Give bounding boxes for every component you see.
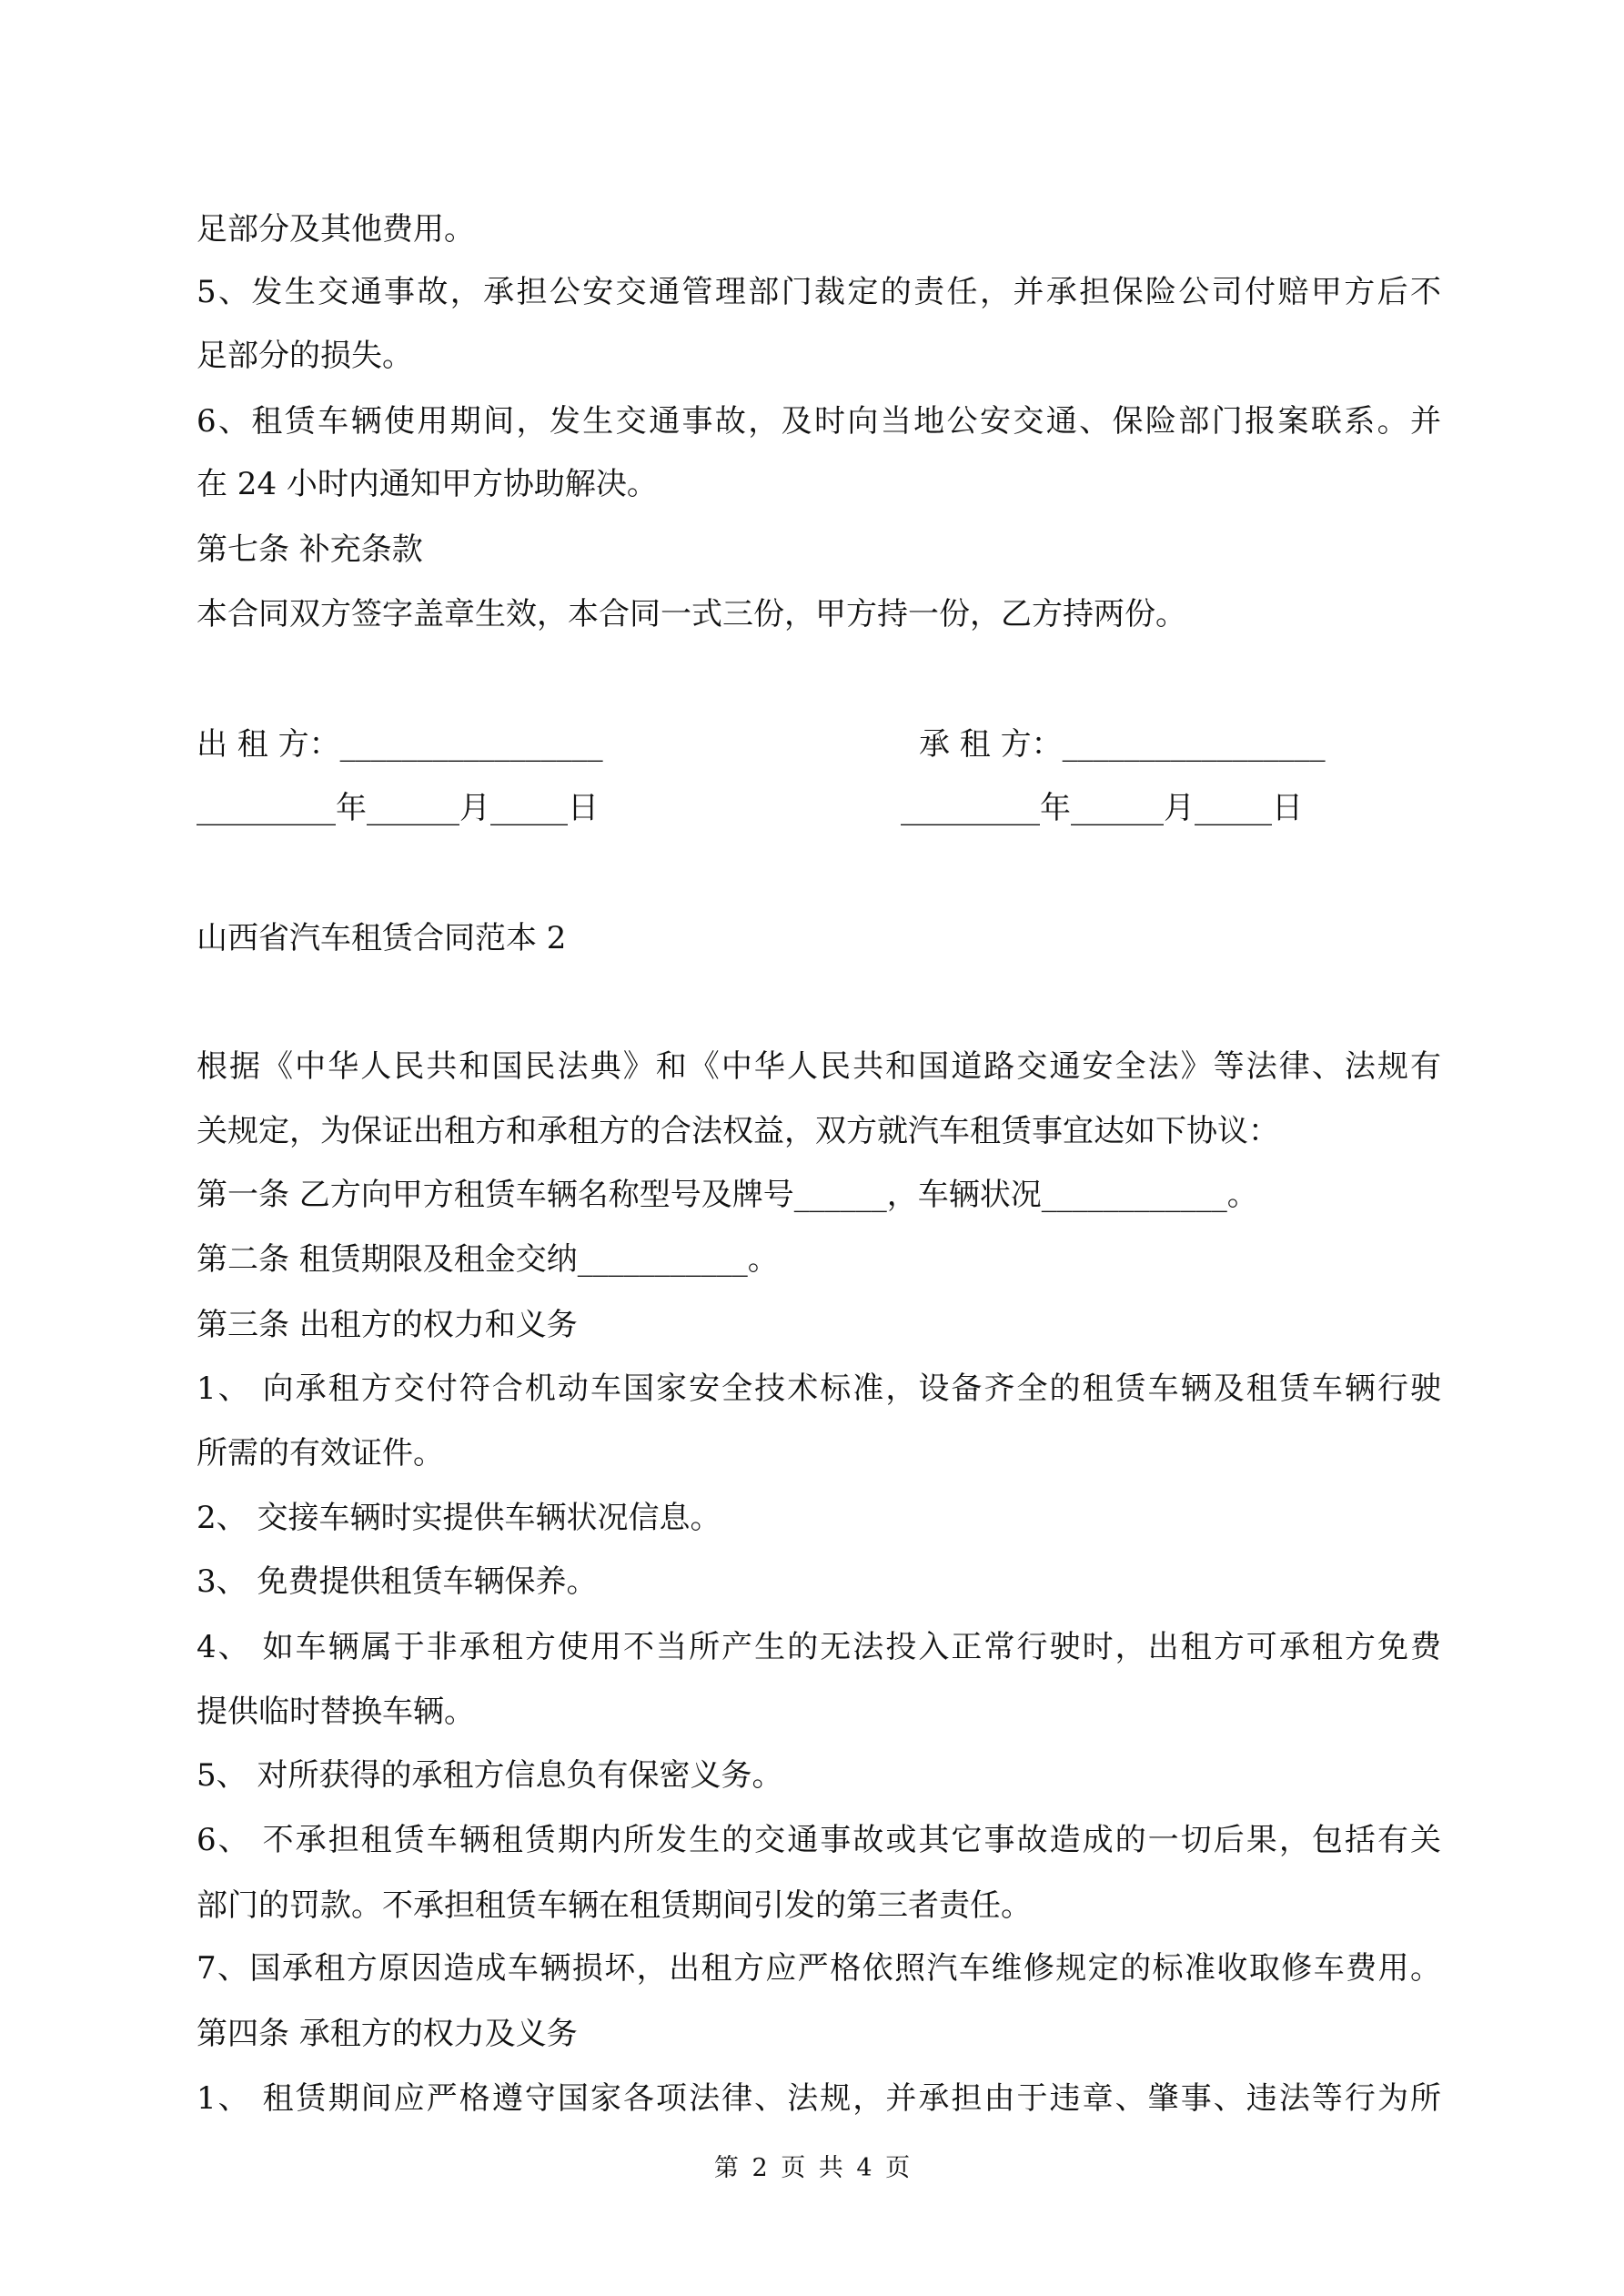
paragraph-line: 足部分及其他费用。 — [197, 211, 475, 248]
lessee-date-field: _________年______月_____日 — [901, 790, 1303, 826]
paragraph-line: 提供临时替换车辆。 — [197, 1694, 475, 1730]
section-title: 山西省汽车租赁合同范本 2 — [197, 920, 567, 956]
paragraph-line: 2、 交接车辆时实提供车辆状况信息。 — [197, 1500, 721, 1536]
paragraph-line: 6、租赁车辆使用期间，发生交通事故，及时向当地公安交通、保险部门报案联系。并 — [197, 403, 1441, 440]
lessee-signature-field: 承 租 方：_________________ — [919, 726, 1326, 763]
paragraph-line: 所需的有效证件。 — [197, 1435, 444, 1472]
paragraph-line: 第三条 出租方的权力和义务 — [197, 1307, 578, 1343]
paragraph-line: 第四条 承租方的权力及义务 — [197, 2016, 578, 2052]
paragraph-line: 5、发生交通事故，承担公安交通管理部门裁定的责任，并承担保险公司付赔甲方后不 — [197, 274, 1441, 310]
paragraph-line: 第七条 补充条款 — [197, 531, 423, 568]
paragraph-line: 3、 免费提供租赁车辆保养。 — [197, 1563, 598, 1600]
page-footer: 第 2 页 共 4 页 — [713, 2154, 911, 2182]
paragraph-line: 部门的罚款。不承担租赁车辆在租赁期间引发的第三者责任。 — [197, 1887, 1032, 1924]
lessor-date-field: _________年______月_____日 — [197, 790, 599, 826]
paragraph-line: 1、 向承租方交付符合机动车国家安全技术标准，设备齐全的租赁车辆及租赁车辆行驶 — [197, 1371, 1441, 1407]
paragraph-line: 6、 不承担租赁车辆租赁期内所发生的交通事故或其它事故造成的一切后果，包括有关 — [197, 1822, 1441, 1858]
paragraph-line: 第一条 乙方向甲方租赁车辆名称型号及牌号______，车辆状况____________。 — [197, 1177, 1258, 1213]
paragraph-line: 1、 租赁期间应严格遵守国家各项法律、法规，并承担由于违章、肇事、违法等行为所 — [197, 2080, 1441, 2117]
paragraph-line: 7、国承租方原因造成车辆损坏，出租方应严格依照汽车维修规定的标准收取修车费用。 — [197, 1950, 1441, 1987]
paragraph-line: 4、 如车辆属于非承租方使用不当所产生的无法投入正常行驶时，出租方可承租方免费 — [197, 1629, 1441, 1665]
paragraph-line: 第二条 租赁期限及租金交纳___________。 — [197, 1241, 779, 1278]
paragraph-line: 足部分的损失。 — [197, 338, 413, 374]
paragraph-line: 在 24 小时内通知甲方协助解决。 — [197, 466, 658, 502]
paragraph-line: 关规定，为保证出租方和承租方的合法权益，双方就汽车租赁事宜达如下协议： — [197, 1113, 1279, 1149]
paragraph-line: 根据《中华人民共和国民法典》和《中华人民共和国道路交通安全法》等法律、法规有 — [197, 1048, 1441, 1085]
paragraph-line: 5、 对所获得的承租方信息负有保密义务。 — [197, 1757, 783, 1794]
paragraph-line: 本合同双方签字盖章生效，本合同一式三份，甲方持一份，乙方持两份。 — [197, 596, 1186, 632]
lessor-signature-field: 出 租 方：_________________ — [197, 726, 603, 763]
